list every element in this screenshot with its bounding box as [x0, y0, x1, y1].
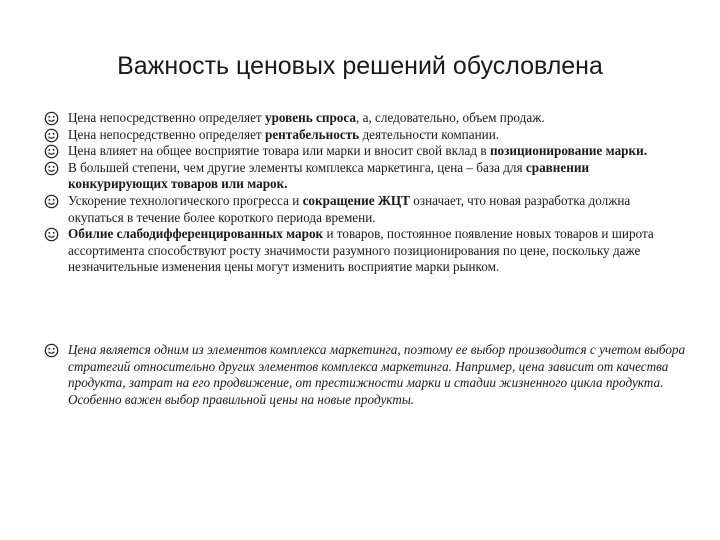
bullet-text: Ускорение технологического прогресса и: [68, 192, 303, 208]
note-text: Цена является одним из элементов комплекса маркетинга, поэтому ее выбор производится с учетом выбора стратегий относительно других элементов комплекса маркетинга. Например, цена зависит от качества продукта, затрат на его продвижение, от престижности марки и стадии жизненного цикла продукта. Особенно важен выбор правильной цены на новые продукты.: [68, 342, 686, 407]
smiley-face-icon: [44, 343, 59, 358]
bullet-emphasis: рентабельность: [264, 126, 360, 142]
note-paragraph: [44, 342, 688, 408]
smiley-face-icon: [44, 194, 59, 209]
bullet-text: Цена непосредственно определяет: [68, 110, 265, 125]
bullet-text: и товаров, постоянное появление новых товаров и широта ассортимента способствуют росту значимости разумного позиционирования по цене, поскольку даже незначительные изменения цены могут изменить восприятие марки рынком.: [68, 226, 654, 275]
bullet-item: [44, 193, 684, 226]
smiley-face-icon: [44, 161, 59, 176]
bullet-text: Цена влияет на общее восприятие товара или марки и вносит свой вклад в: [68, 143, 490, 159]
bullet-emphasis: уровень спроса: [264, 110, 357, 125]
slide-title: Важность ценовых решений обусловлена: [117, 52, 603, 80]
smiley-face-icon: [44, 128, 59, 143]
bullet-text: В большей степени, чем другие элементы комплекса маркетинга, цена – база для: [68, 159, 526, 175]
smiley-face-icon: [44, 227, 59, 242]
bullet-item: [44, 110, 684, 127]
bullet-text: Цена непосредственно определяет: [68, 126, 265, 142]
smiley-face-icon: [44, 111, 59, 126]
bullet-emphasis: сравнении конкурирующих товаров или марок.: [68, 159, 590, 192]
bullet-emphasis: позиционирование марки.: [489, 143, 647, 159]
bullet-text: , а, следовательно, объем продаж.: [356, 110, 545, 125]
bullet-item: [44, 127, 684, 144]
bullet-text: означает, что новая разработка должна окупаться в течение более короткого периода времени.: [68, 192, 631, 225]
bullet-text: деятельности компании.: [359, 126, 500, 142]
smiley-face-icon: [44, 144, 59, 159]
bullet-emphasis: сокращение ЖЦТ: [302, 192, 410, 208]
bullet-emphasis: Обилие слабодифференцированных марок: [68, 226, 324, 242]
bullet-item: [44, 160, 684, 193]
bullet-list: [44, 110, 684, 276]
bullet-item: [44, 226, 684, 276]
bullet-item: [44, 143, 684, 160]
